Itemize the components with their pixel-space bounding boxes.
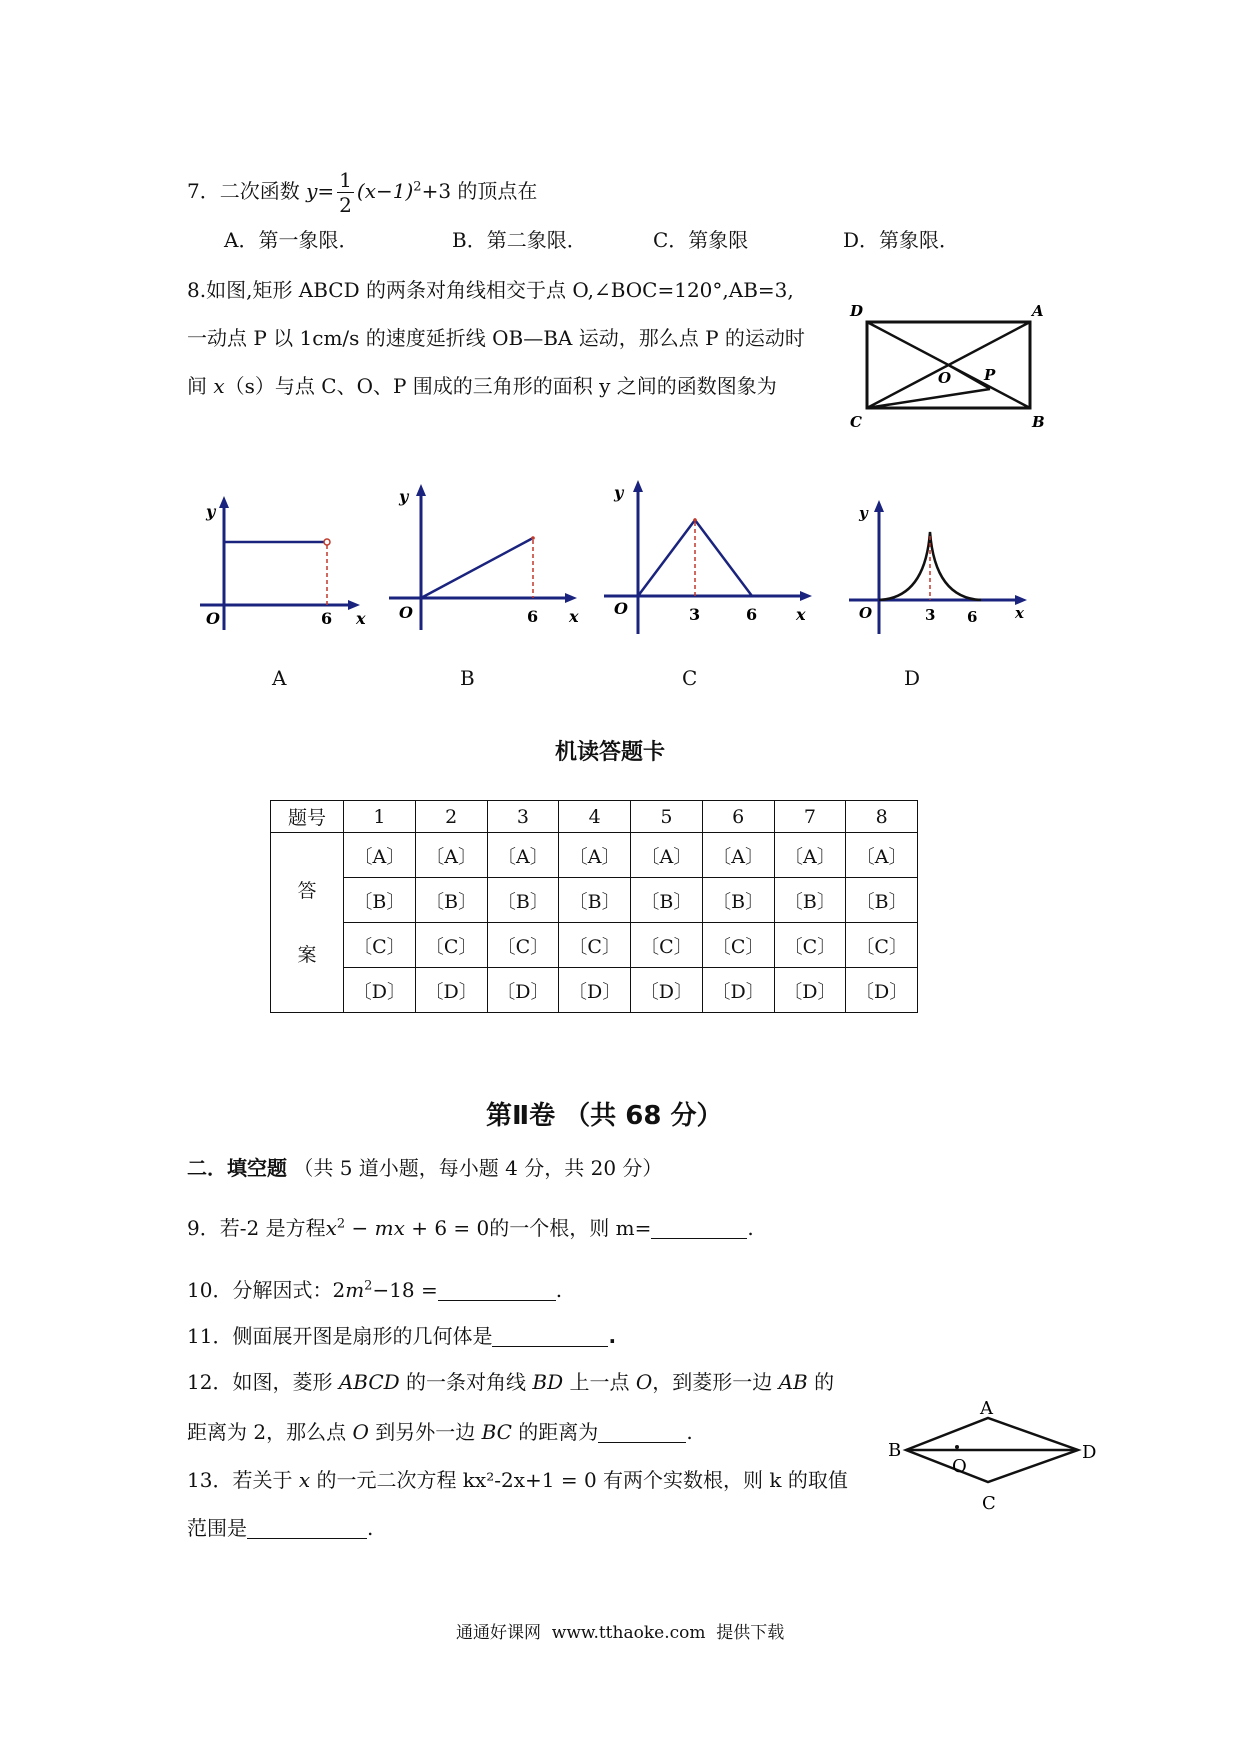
rhombus-label-b: B [888,1440,902,1461]
q7-option-b: B．第二象限． [452,228,587,252]
q11-answer-blank[interactable] [492,1324,608,1347]
choice-2-d[interactable]: 〔D〕 [415,968,487,1013]
choice-5-c[interactable]: 〔C〕 [631,923,703,968]
graph-d [845,494,1035,639]
graph-c-origin-label: O [614,599,628,618]
graph-c-tick-6: 6 [746,605,758,624]
answer-card-num: 7 [774,801,846,833]
q7-formula-eq: = [317,179,335,203]
q10-exp: 2 [364,1278,373,1294]
graph-c-y-arrow-icon [633,480,643,492]
q10 [187,1276,562,1304]
graph-d-caption: D [904,666,921,690]
graph-b-y-label: y [399,487,409,506]
q13-l1-b: 的一元二次方程 kx²-2x+1 = 0 有两个实数根，则 k 的取值 [310,1468,848,1492]
section-note: （共 5 道小题，每小题 4 分，共 20 分） [293,1156,663,1180]
q12-l1-b: 的一条对角线 [399,1370,533,1394]
graph-d-tick-6: 6 [967,608,978,626]
q9-exp: 2 [336,1216,346,1232]
label-o: O [938,369,952,387]
q12-bd: BD [532,1370,564,1394]
graph-a-open-point [324,539,330,545]
q7-fraction [337,168,354,217]
q11-text-a: 11．侧面展开图是扇形的几何体是 [187,1324,493,1348]
choice-1-c[interactable]: 〔C〕 [344,923,416,968]
rhombus-label-d: D [1082,1442,1097,1463]
q12-l2-c: 的距离为 [511,1420,599,1444]
graph-b [385,478,585,638]
q12-abcd: ABCD [338,1370,400,1394]
q12-l1-c: 上一点 [563,1370,636,1394]
q10-coef: 2 [332,1278,346,1302]
q7-formula-exp: 2 [413,179,422,195]
choice-1-d[interactable]: 〔D〕 [344,968,416,1013]
answer-card-side-label [271,833,344,1013]
choice-8-a[interactable]: 〔A〕 [846,833,918,878]
answer-row-a [271,833,918,878]
answer-row-d [271,968,918,1013]
graph-b-tick-6: 6 [527,607,539,626]
choice-7-c[interactable]: 〔C〕 [774,923,846,968]
graph-b-y-arrow-icon [416,484,426,496]
q7-option-c: C．第象限 [653,228,749,252]
q7-formula-rest: +3 [421,179,452,203]
choice-4-b[interactable]: 〔B〕 [559,878,631,923]
q13-l1-a: 13．若关于 [187,1468,299,1492]
rhombus-point-o [955,1445,959,1449]
choice-3-d[interactable]: 〔D〕 [487,968,559,1013]
q8-line-2: 一动点 P 以 1cm/s 的速度延折线 OB—BA 运动，那么点 P 的运动时 [187,326,805,350]
q8-line-3 [187,372,777,400]
q11-end: . [608,1324,617,1348]
choice-8-d[interactable]: 〔D〕 [846,968,918,1013]
q7-formula-base: (x−1) [356,179,414,203]
choice-1-a[interactable]: 〔A〕 [344,833,416,878]
answer-card-num: 3 [487,801,559,833]
q7-prefix: 7．二次函数 [187,179,300,203]
graph-d-y-label: y [859,504,868,522]
answer-card-num: 6 [702,801,774,833]
section-label: 二．填空题 [187,1156,287,1180]
q13-line-1 [187,1466,848,1494]
q12-o2: O [352,1420,369,1444]
choice-3-a[interactable]: 〔A〕 [487,833,559,878]
graph-a-y-label: y [206,502,216,521]
q12-answer-blank[interactable] [598,1420,686,1443]
label-d: D [850,302,864,320]
label-c: C [850,413,862,431]
part2-section-header [187,1154,662,1182]
answer-card-num: 2 [415,801,487,833]
graph-a-caption: A [272,666,287,690]
q12-line-1 [187,1368,834,1396]
q13-end: . [367,1516,374,1540]
graph-c-y-label: y [614,483,624,502]
graph-a-x-label: x [356,609,366,628]
q8-line-1: 8.如图,矩形 ABCD 的两条对角线相交于点 O,∠BOC=120°,AB=3, [187,278,794,302]
q7-stem [187,168,537,217]
q8-line3-x: x [213,374,225,398]
label-b: B [1032,413,1045,431]
q9-rest: + 6 = 0 [404,1216,490,1240]
q10-text-a: 10．分解因式： [187,1278,333,1302]
graph-d-tick-3: 3 [925,606,936,624]
choice-5-b[interactable]: 〔B〕 [631,878,703,923]
choice-2-b[interactable]: 〔B〕 [415,878,487,923]
answer-card-num: 8 [846,801,918,833]
answer-row-b [271,878,918,923]
q13-line-2 [187,1514,373,1542]
q13-x: x [298,1468,311,1492]
graph-b-x-label: x [569,607,579,626]
answer-card-header-label: 题号 [271,801,344,833]
q12-o: O [635,1370,653,1394]
q9-text-d: 的一个根，则 m= [489,1216,652,1240]
q8-line3-b: （s）与点 C、O、P 围成的三角形的面积 y 之间的函数图象为 [224,374,777,398]
graph-a-tick-6: 6 [321,609,333,628]
graph-b-origin-label: O [399,603,413,622]
graph-b-caption: B [460,666,475,690]
choice-6-c[interactable]: 〔C〕 [702,923,774,968]
q9-end: . [747,1216,754,1240]
choice-3-c[interactable]: 〔C〕 [487,923,559,968]
graph-c-x-arrow-icon [800,591,812,601]
graph-d-x-label: x [1015,604,1024,622]
graph-a [190,490,370,640]
label-a: A [1032,302,1044,320]
answer-row-c [271,923,918,968]
choice-8-b[interactable]: 〔B〕 [846,878,918,923]
label-p: P [984,366,996,384]
q12-bc: BC [481,1420,512,1444]
graph-a-y-arrow-icon [219,496,229,508]
q12-l1-e: 的 [807,1370,835,1394]
footer-text: 通通好课网 www.tthaoke.com 提供下载 [456,1623,785,1643]
q12-l1-d: ，到菱形一边 [652,1370,779,1394]
answer-card-title: 机读答题卡 [555,740,666,765]
q7-frac-num: 1 [339,168,352,192]
graph-a-origin-label: O [206,609,220,628]
answer-card-num: 5 [631,801,703,833]
choice-5-d[interactable]: 〔D〕 [631,968,703,1013]
graph-b-x-arrow-icon [565,593,577,603]
graph-c-peak [693,518,697,522]
choice-4-d[interactable]: 〔D〕 [559,968,631,1013]
q9-m: m [374,1216,394,1240]
q12-l1-a: 12．如图，菱形 [187,1370,339,1394]
graph-c-caption: C [682,666,698,690]
q7-suffix: 的顶点在 [457,179,538,203]
q7-formula-y: y [306,179,318,203]
choice-7-d[interactable]: 〔D〕 [774,968,846,1013]
choice-7-a[interactable]: 〔A〕 [774,833,846,878]
choice-1-b[interactable]: 〔B〕 [344,878,416,923]
q10-expr-b: −18 = [372,1278,438,1302]
graph-c-x-label: x [796,605,806,624]
q9-minus: − [351,1216,375,1240]
q12-l2-b: 到另外一边 [368,1420,482,1444]
rectangle-figure [840,298,1050,433]
q10-end: . [555,1278,563,1302]
q13-l2: 范围是 [187,1516,247,1540]
q8-line3-a: 间 [187,374,207,398]
choice-6-d[interactable]: 〔D〕 [702,968,774,1013]
part2-title: 第Ⅱ卷 （共 68 分） [486,1101,723,1131]
choice-3-b[interactable]: 〔B〕 [487,878,559,923]
graph-c-tick-3: 3 [689,605,701,624]
q11 [187,1322,616,1350]
graph-c [600,474,820,639]
q12-l2-a: 距离为 2，那么点 [187,1420,353,1444]
rhombus-label-o: O [952,1456,967,1477]
choice-4-c[interactable]: 〔C〕 [559,923,631,968]
q10-m: m [345,1278,365,1302]
answer-card-table [270,800,918,1013]
choice-6-a[interactable]: 〔A〕 [702,833,774,878]
q13-answer-blank[interactable] [247,1516,367,1539]
choice-6-b[interactable]: 〔B〕 [702,878,774,923]
q10-answer-blank[interactable] [438,1278,556,1301]
q7-frac-den: 2 [339,193,352,217]
choice-5-a[interactable]: 〔A〕 [631,833,703,878]
graph-d-y-arrow-icon [874,500,884,512]
choice-2-c[interactable]: 〔C〕 [415,923,487,968]
q7-option-d: D．第象限． [843,228,960,252]
choice-2-a[interactable]: 〔A〕 [415,833,487,878]
choice-8-c[interactable]: 〔C〕 [846,923,918,968]
choice-7-b[interactable]: 〔B〕 [774,878,846,923]
rhombus-label-c: C [982,1493,996,1514]
q9 [187,1214,754,1242]
q7-option-a: A．第一象限． [224,228,359,252]
answer-card-num: 1 [344,801,416,833]
answer-card-header-row [271,801,918,833]
graph-d-origin-label: O [859,604,873,622]
q12-end: . [686,1420,693,1444]
answer-card-num: 4 [559,801,631,833]
side-label-1: 答 [297,879,317,902]
q9-x2: x [393,1216,405,1240]
graph-b-endpoint [531,536,535,540]
q12-line-2 [187,1418,693,1446]
choice-4-a[interactable]: 〔A〕 [559,833,631,878]
rhombus-label-a: A [980,1398,993,1419]
q9-text-a: 9．若-2 是方程 [187,1216,326,1240]
q12-ab: AB [778,1370,808,1394]
q9-x: x [325,1216,337,1240]
side-label-2: 案 [297,943,317,966]
graph-b-line [421,538,533,598]
q9-answer-blank[interactable] [651,1216,747,1239]
rhombus-figure [880,1392,1110,1532]
